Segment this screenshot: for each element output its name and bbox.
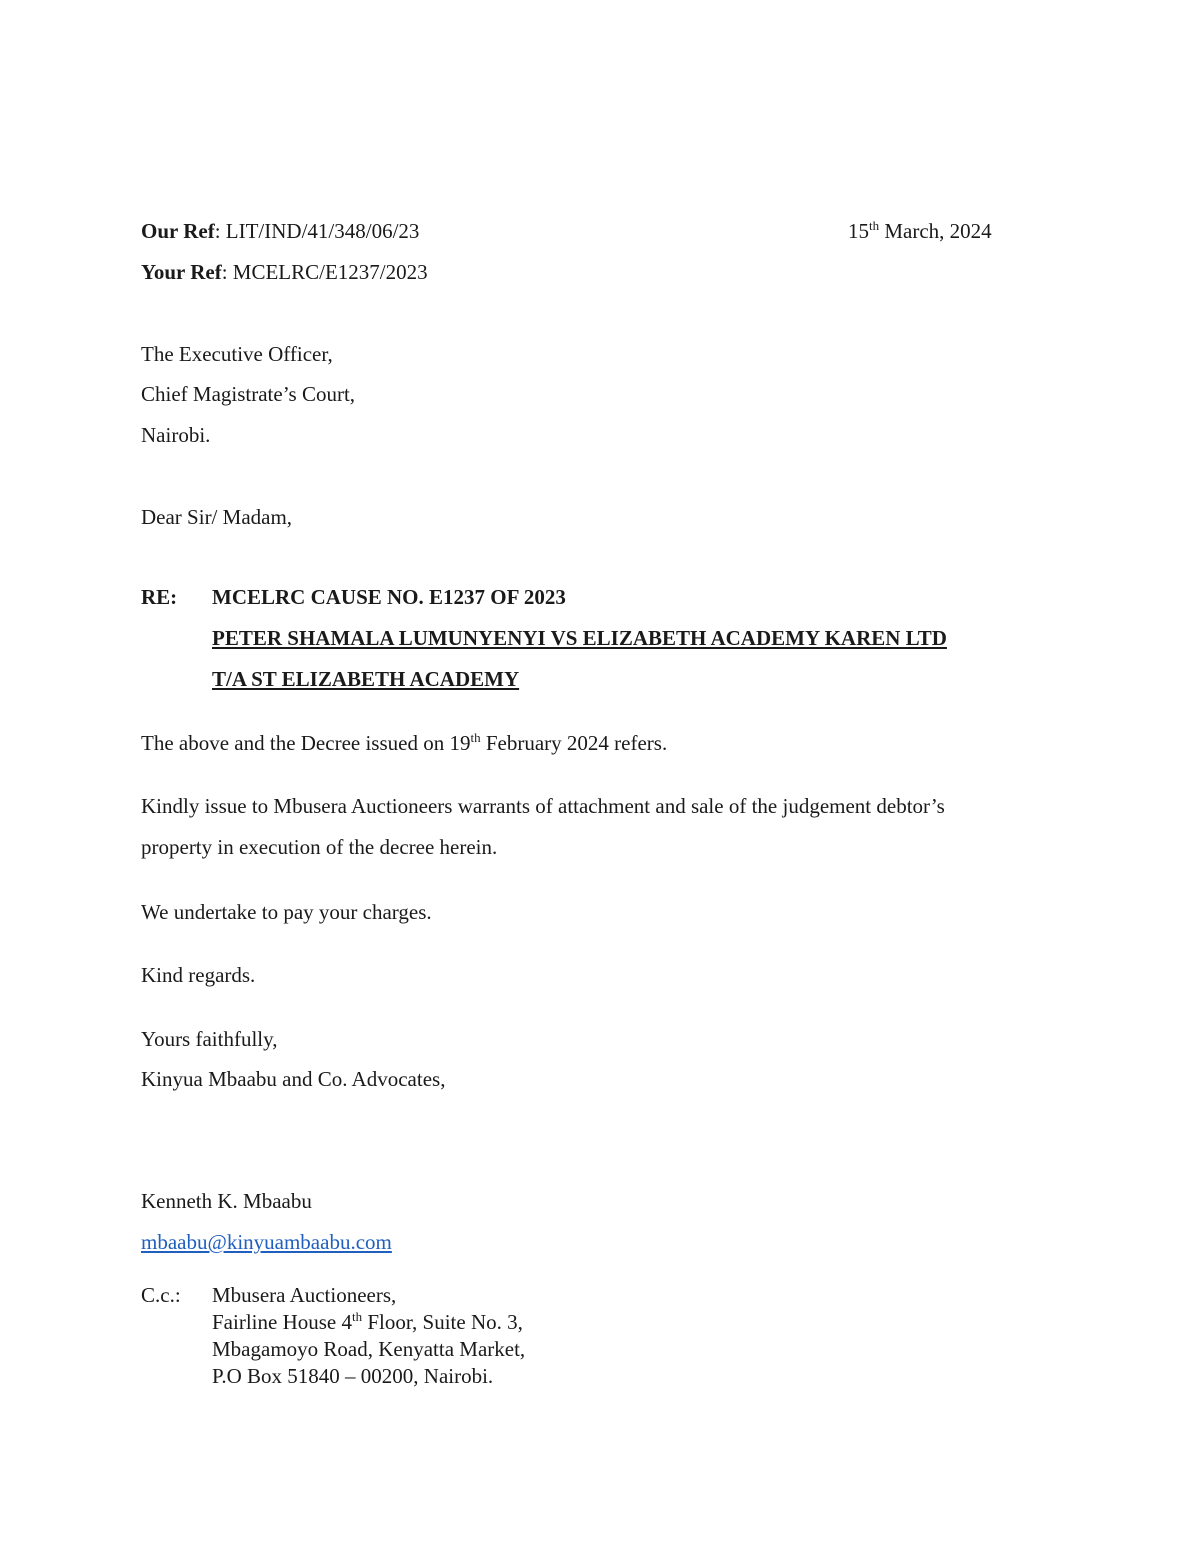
cc-line-2 — [212, 1309, 523, 1335]
cc-line-2-before: Fairline House 4 — [212, 1310, 352, 1334]
cc-line-3: Mbagamoyo Road, Kenyatta Market, — [212, 1337, 526, 1361]
date-suffix: th — [869, 218, 880, 233]
your-ref-label: Your Ref — [141, 260, 222, 284]
signatory-name: Kenneth K. Mbaabu — [141, 1189, 312, 1213]
cc-line-4: P.O Box 51840 – 00200, Nairobi. — [212, 1364, 494, 1388]
recipient-line-2: Chief Magistrate’s Court, — [141, 382, 356, 406]
p1-sup: th — [470, 730, 481, 745]
our-ref — [141, 218, 419, 244]
closing-line-1: Yours faithfully, — [141, 1027, 278, 1051]
re-label: RE: — [141, 585, 178, 609]
cc-line-2-after: Floor, Suite No. 3, — [362, 1310, 523, 1334]
cc-label: C.c.: — [141, 1283, 181, 1307]
re-cause-number: MCELRC CAUSE NO. E1237 OF 2023 — [212, 585, 566, 609]
our-ref-label: Our Ref — [141, 219, 215, 243]
p1-before: The above and the Decree issued on 19 — [141, 731, 471, 755]
date-day: 15 — [848, 219, 869, 243]
body-paragraph-2-line-2: property in execution of the decree herein. — [141, 835, 498, 859]
re-parties: PETER SHAMALA LUMUNYENYI VS ELIZABETH ACADEMY KAREN LTD — [212, 626, 947, 650]
your-ref-value: : MCELRC/E1237/2023 — [221, 260, 428, 284]
body-paragraph-1 — [141, 730, 667, 756]
cc-line-2-sup: th — [351, 1309, 363, 1324]
cc-line-1: Mbusera Auctioneers, — [212, 1283, 397, 1307]
date-rest: March, 2024 — [879, 219, 992, 243]
your-ref — [141, 259, 428, 285]
recipient-line-1: The Executive Officer, — [141, 342, 333, 366]
p1-after: February 2024 refers. — [480, 731, 668, 755]
body-paragraph-4: Kind regards. — [141, 963, 256, 987]
body-paragraph-3: We undertake to pay your charges. — [141, 900, 432, 924]
signatory-email-link[interactable]: mbaabu@kinyuambaabu.com — [141, 1230, 392, 1254]
closing-firm: Kinyua Mbaabu and Co. Advocates, — [141, 1067, 446, 1091]
body-paragraph-2-line-1: Kindly issue to Mbusera Auctioneers warrants of attachment and sale of the judgement debtor’s — [141, 794, 945, 818]
recipient-line-3: Nairobi. — [141, 423, 211, 447]
salutation: Dear Sir/ Madam, — [141, 505, 293, 529]
letter-date — [848, 218, 992, 244]
re-trading-as: T/A ST ELIZABETH ACADEMY — [212, 667, 520, 691]
our-ref-value: : LIT/IND/41/348/06/23 — [214, 219, 420, 243]
